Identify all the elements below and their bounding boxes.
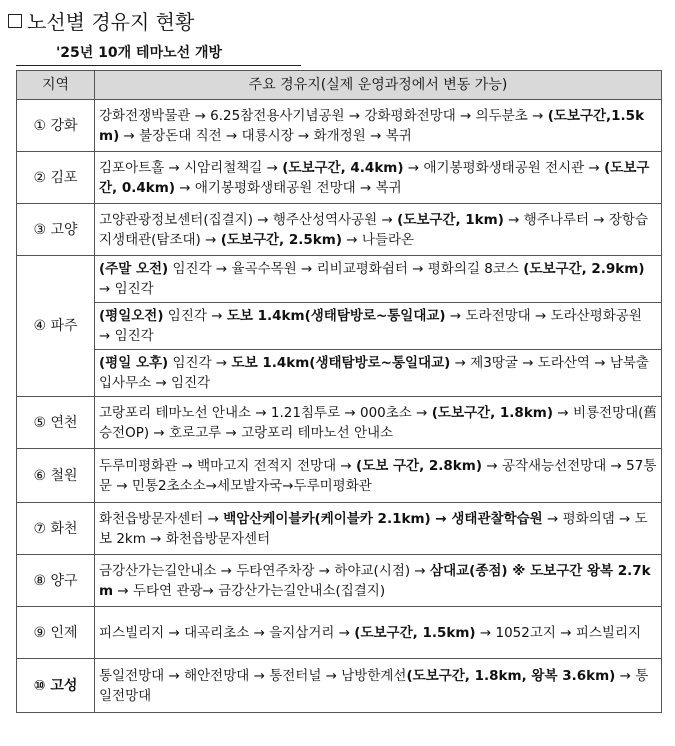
header-region: 지역 bbox=[17, 71, 95, 100]
route-text: (도보구간, 2.9km) bbox=[523, 261, 645, 277]
route-cell bbox=[95, 503, 662, 555]
table-row bbox=[17, 449, 662, 503]
table-row bbox=[17, 256, 662, 303]
table-row bbox=[17, 350, 662, 397]
route-table bbox=[16, 70, 662, 713]
route-text: 도보 1.4km(생태탐방로~통일대교) bbox=[231, 355, 451, 371]
route-text: 임진각 → 율곡수목원 → 리비교평화쉼터 → 평화의길 8코스 bbox=[168, 261, 524, 277]
route-cell bbox=[95, 256, 662, 303]
table-row bbox=[17, 555, 662, 607]
route-text: 금강산가는길안내소 → 두타연주차장 → 하야교(시점) → bbox=[99, 562, 431, 579]
region-cell: ⑤ 연천 bbox=[17, 397, 95, 449]
table-row bbox=[17, 100, 662, 152]
page-heading bbox=[8, 6, 194, 35]
route-cell bbox=[95, 100, 662, 152]
table-row bbox=[17, 152, 662, 204]
route-text: (평일오전) bbox=[99, 308, 164, 324]
route-text: → 임진각 bbox=[99, 281, 154, 297]
region-cell: ④ 파주 bbox=[17, 256, 95, 397]
table-row bbox=[17, 204, 662, 256]
route-text: → 1052고지 → 피스빌리지 bbox=[475, 624, 642, 641]
table-row bbox=[17, 659, 662, 713]
route-text: (도보구간, 4.4km) bbox=[282, 159, 404, 176]
route-text: 고양관광정보센터(집결지) → 행주산성역사공원 → bbox=[99, 211, 398, 228]
route-text: → 제3땅굴 → 도라산역 → 남북출입사무소 → 임진각 bbox=[99, 355, 649, 391]
region-cell: ⑨ 인제 bbox=[17, 607, 95, 659]
route-text: 도보 1.4km(생태탐방로~통일대교) bbox=[226, 308, 446, 324]
route-text: → 통일전망대 bbox=[99, 667, 649, 704]
route-cell bbox=[95, 303, 662, 350]
route-text: 통일전망대 → 해안전망대 → 통전터널 → 남방한계선 bbox=[99, 667, 407, 684]
table-row bbox=[17, 397, 662, 449]
route-text: 피스빌리지 → 대곡리초소 → 을지삼거리 → bbox=[99, 624, 355, 641]
route-text: (주말 오전) bbox=[99, 261, 169, 277]
route-text: 고랑포리 테마노선 안내소 → 1.21침투로 → 000초소 → bbox=[99, 404, 432, 421]
route-text: (도보구간, 1.8km) bbox=[431, 404, 554, 421]
route-text: → 애기봉평화생태공원 전시관 → bbox=[403, 159, 605, 176]
route-text: 두루미평화관 → 백마고지 전적지 전망대 → bbox=[99, 457, 357, 474]
route-text: (도보구간, 2.5km) bbox=[220, 231, 343, 248]
route-text: → 도라전망대 → 도라산평화공원 → 임진각 bbox=[99, 308, 642, 344]
heading-text: 노선별 경유지 현황 bbox=[27, 10, 195, 34]
route-cell bbox=[95, 555, 662, 607]
route-text: → 행주나루터 → 장항습지생태관(탐조대) → bbox=[99, 211, 649, 248]
route-text: 김포아트홀 → 시암리철책길 → bbox=[99, 159, 283, 176]
region-cell: ③ 고양 bbox=[17, 204, 95, 256]
route-text: → 애기봉평화생태공원 전망대 → 복귀 bbox=[175, 179, 402, 196]
region-cell: ① 강화 bbox=[17, 100, 95, 152]
route-text: → 불장돈대 직전 → 대룡시장 → 화개정원 → 복귀 bbox=[119, 127, 412, 144]
subheading: '25년 10개 테마노선 개방 bbox=[16, 38, 301, 66]
route-text: → 나들라온 bbox=[342, 231, 415, 248]
route-text: → 두타연 관광→ 금강산가는길안내소(집결지) bbox=[113, 582, 386, 599]
route-cell bbox=[95, 607, 662, 659]
region-cell: ⑧ 양구 bbox=[17, 555, 95, 607]
route-cell bbox=[95, 397, 662, 449]
route-cell bbox=[95, 659, 662, 713]
region-cell: ⑦ 화천 bbox=[17, 503, 95, 555]
checkbox-icon bbox=[8, 14, 22, 28]
route-text: → 비룡전망대(舊 승전OP) → 호로고루 → 고랑포리 테마노선 안내소 bbox=[99, 404, 657, 441]
route-cell bbox=[95, 350, 662, 397]
route-text: 임진각 → bbox=[168, 355, 232, 371]
route-text: → 평화의댐 → 도보 2km → 화천읍방문자센터 bbox=[99, 510, 648, 547]
route-cell bbox=[95, 152, 662, 204]
table-row bbox=[17, 303, 662, 350]
route-text: (도보구간, 1km) bbox=[397, 211, 504, 228]
header-route: 주요 경유지(실제 운영과정에서 변동 가능) bbox=[95, 71, 662, 100]
region-cell: ⑩ 고성 bbox=[17, 659, 95, 713]
route-text: 삼대교(종점) ※ 도보구간 왕복 2.7km bbox=[99, 562, 651, 599]
route-text: (평일 오후) bbox=[99, 355, 169, 371]
region-cell: ⑥ 철원 bbox=[17, 449, 95, 503]
route-text: (도보구간, 0.4km) bbox=[99, 159, 650, 196]
table-header-row bbox=[17, 71, 662, 100]
route-cell bbox=[95, 204, 662, 256]
route-text: (도보구간, 1.8km, 왕복 3.6km) bbox=[406, 667, 616, 684]
route-text: (도보구간, 1.5km) bbox=[354, 624, 476, 641]
table-row bbox=[17, 607, 662, 659]
table-row bbox=[17, 503, 662, 555]
route-text: (도보 구간, 2.8km) bbox=[356, 457, 483, 474]
route-cell bbox=[95, 449, 662, 503]
route-text: → 공작새능선전망대 → 57통문 → 민통2초소소→세모발자국→두루미평화관 bbox=[99, 457, 657, 494]
route-text: 임진각 → bbox=[163, 308, 227, 324]
route-text: 강화전쟁박물관 → 6.25참전용사기념공원 → 강화평화전망대 → 의두분초 → bbox=[99, 107, 548, 124]
region-cell: ② 김포 bbox=[17, 152, 95, 204]
route-text: 화천읍방문자센터 → bbox=[99, 510, 224, 527]
route-text: 백암산케이블카(케이블카 2.1km) → 생태관찰학습원 bbox=[223, 510, 543, 527]
route-text: (도보구간,1.5km) bbox=[99, 107, 645, 144]
